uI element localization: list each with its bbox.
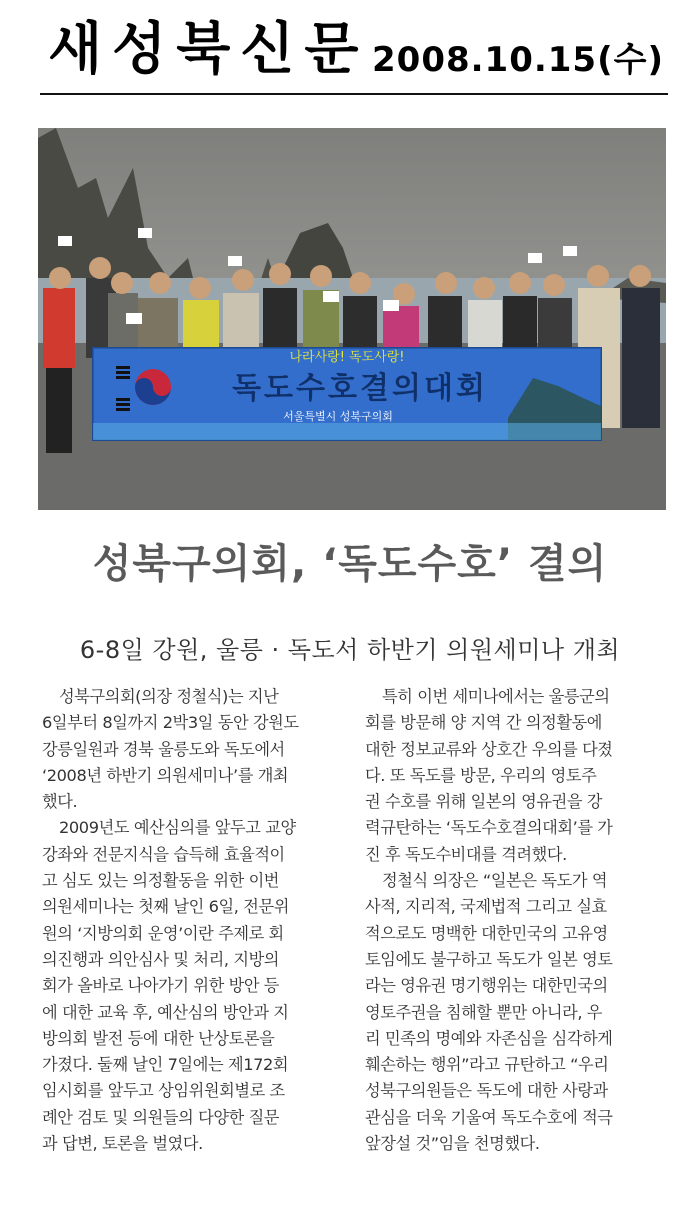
paragraph: 성북구의회(의장 정철식)는 지난 6일부터 8일까지 2박3일 동안 강원도 강릉일원과 경북 울릉도와 독도에서 ‘2008년 하반기 의원세미나’를 개최 했다. <box>42 687 299 812</box>
banner-slogan: 나라사랑! 독도사랑! <box>289 350 405 365</box>
paragraph: 정철식 의장은 “일본은 독도가 역 사적, 지리적, 국제법적 그리고 실효 적으로도 명백한 대한민국의 고유영 토임에도 불구하고 독도가 일본 영토 라는 영유권 명기행위는 대한민국의 영토주권을 침해할 뿐만 아니라, 우 리 민족의 명예와 자존심을 심각하게 훼손하는 행위”라고 규탄하고 “우리 성북구의원들은 독도에 대한 사랑과 관심을 더욱 기울여 독도수호에 적극 앞장설 것”임을 천명했다. <box>365 871 613 1154</box>
issue-date: 2008.10.15(수) <box>372 40 665 80</box>
banner-title: 독도수호결의대회 <box>232 371 488 406</box>
photo-illustration <box>38 128 666 510</box>
paragraph: 2009년도 예산심의를 앞두고 교양 강좌와 전문지식을 습득해 효율적이 고 심도 있는 의정활동을 위한 이번 의원세미나는 첫째 날인 6일, 전문위 원의 ‘지방의회 운영’이란 주제로 회 의진행과 의안심사 및 처리, 지방의 회가 올바로 나아가기 위한 방안 등 에 대한 교육 후, 예산심의 방안과 지 방의회 발전 등에 대한 난상토론을 가졌다. 둘째 날인 7일에는 제172회 임시회를 앞두고 상임위원회별로 조 례안 검토 및 의원들의 다양한 질문 과 답변, 토론을 벌였다. <box>42 818 296 1154</box>
article-column-right <box>365 684 649 1157</box>
paragraph: 특히 이번 세미나에서는 울릉군의 회를 방문해 양 지역 간 의정활동에 대한 정보교류와 상호간 우의를 다졌 다. 또 독도를 방문, 우리의 영토주 권 수호를 위해 일본의 영유권을 강 력규탄하는 ‘독도수호결의대회’를 가 진 후 독도수비대를 격려했다. <box>365 687 613 864</box>
article-column-left <box>42 684 326 1157</box>
masthead <box>0 0 700 100</box>
group-photo <box>38 128 666 510</box>
article-headline: 성북구의회, ‘독도수호’ 결의 <box>92 541 608 587</box>
newspaper-name: 새성북신문 <box>48 17 369 82</box>
masthead-rule <box>40 93 668 95</box>
article-subheadline: 6-8일 강원, 울릉 · 독도서 하반기 의원세미나 개최 <box>79 636 621 664</box>
banner-organization: 서울특별시 성북구의회 <box>283 410 393 423</box>
